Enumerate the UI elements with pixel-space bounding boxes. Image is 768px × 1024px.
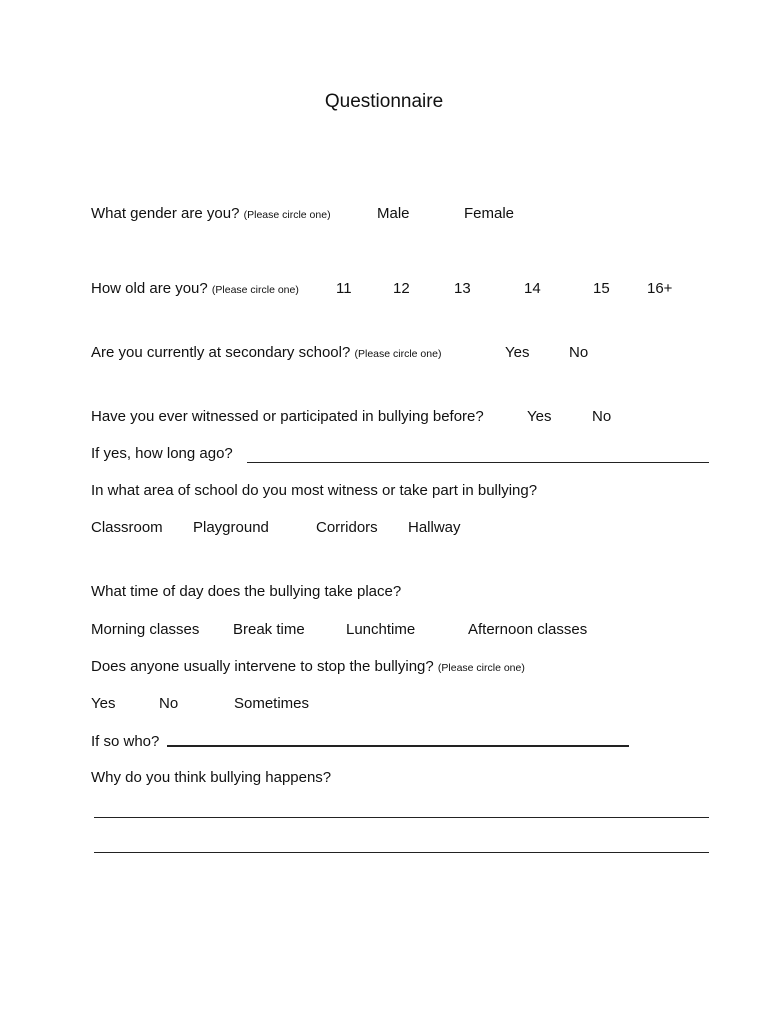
age-option-15[interactable]: 15	[593, 280, 610, 297]
area-question: In what area of school do you most witness or take part in bullying?	[91, 482, 538, 499]
secondary-question-text: Are you currently at secondary school?	[91, 344, 351, 361]
age-option-12[interactable]: 12	[393, 280, 410, 297]
gender-option-male[interactable]: Male	[377, 205, 410, 222]
age-instruction: (Please circle one)	[211, 284, 299, 296]
how-long-answer-line[interactable]	[247, 462, 709, 463]
gender-option-female[interactable]: Female	[464, 205, 515, 222]
witnessed-option-yes[interactable]: Yes	[527, 408, 552, 425]
witnessed-question: Have you ever witnessed or participated in bullying before?	[91, 408, 484, 425]
secondary-option-yes[interactable]: Yes	[505, 344, 530, 361]
time-question: What time of day does the bullying take place?	[91, 583, 402, 600]
age-question	[91, 280, 299, 297]
area-option-playground[interactable]: Playground	[193, 519, 269, 536]
who-answer-line[interactable]	[167, 745, 629, 747]
age-option-11[interactable]: 11	[336, 280, 352, 297]
age-option-16-plus[interactable]: 16+	[647, 280, 673, 297]
time-option-morning[interactable]: Morning classes	[91, 621, 200, 638]
how-long-question: If yes, how long ago?	[91, 445, 233, 462]
intervene-instruction: (Please circle one)	[437, 662, 525, 674]
area-option-classroom[interactable]: Classroom	[91, 519, 163, 536]
age-option-13[interactable]: 13	[454, 280, 471, 297]
secondary-option-no[interactable]: No	[569, 344, 589, 361]
intervene-question-text: Does anyone usually intervene to stop the bullying?	[91, 658, 434, 675]
intervene-question	[91, 658, 525, 675]
why-answer-line-2[interactable]	[94, 852, 709, 853]
time-option-afternoon[interactable]: Afternoon classes	[468, 621, 588, 638]
secondary-instruction: (Please circle one)	[354, 348, 442, 360]
time-option-lunch[interactable]: Lunchtime	[346, 621, 416, 638]
gender-question-text: What gender are you?	[91, 205, 240, 222]
who-question: If so who?	[91, 733, 160, 750]
gender-question	[91, 205, 331, 222]
secondary-question	[91, 344, 441, 361]
gender-instruction: (Please circle one)	[243, 209, 331, 221]
age-question-text: How old are you?	[91, 280, 208, 297]
area-option-hallway[interactable]: Hallway	[408, 519, 461, 536]
witnessed-option-no[interactable]: No	[592, 408, 612, 425]
intervene-option-yes[interactable]: Yes	[91, 695, 116, 712]
why-answer-line-1[interactable]	[94, 817, 709, 818]
page-title: Questionnaire	[324, 91, 444, 112]
intervene-option-no[interactable]: No	[159, 695, 179, 712]
time-option-break[interactable]: Break time	[233, 621, 305, 638]
why-question: Why do you think bullying happens?	[91, 769, 332, 786]
age-option-14[interactable]: 14	[524, 280, 541, 297]
intervene-option-sometimes[interactable]: Sometimes	[234, 695, 310, 712]
area-option-corridors[interactable]: Corridors	[316, 519, 378, 536]
